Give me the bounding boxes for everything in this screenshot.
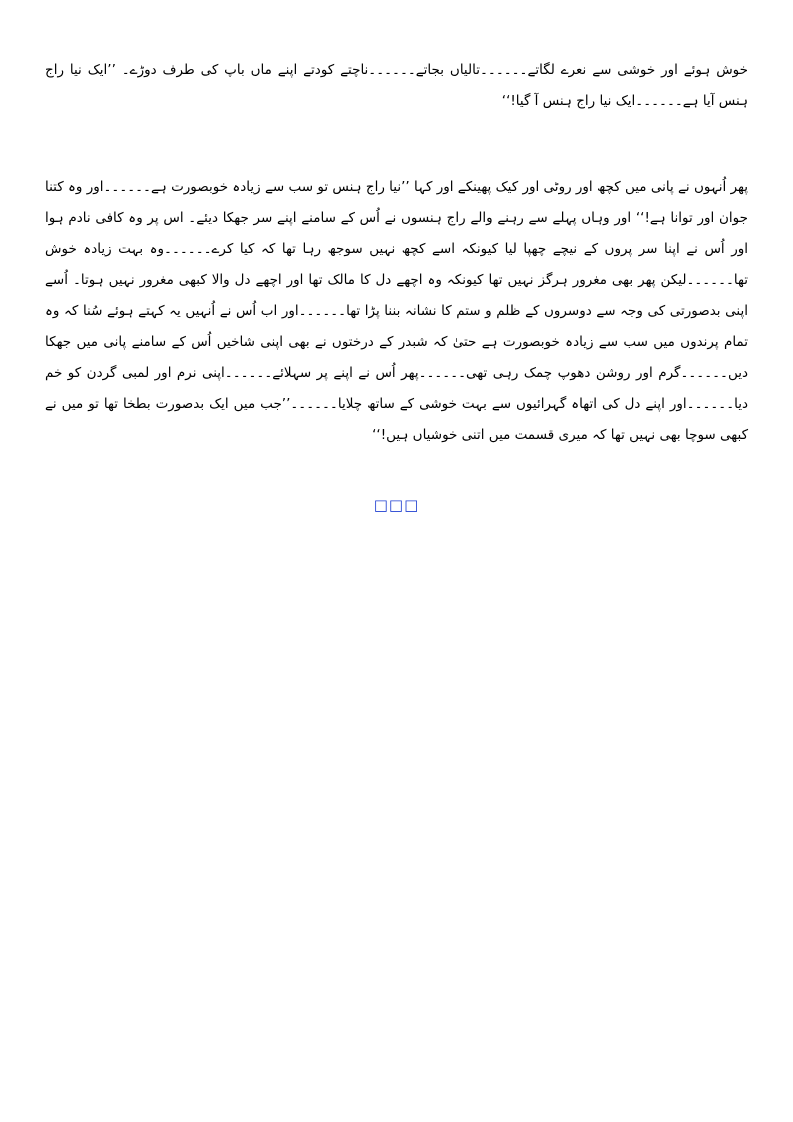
paragraph-continuation: خوش ہوئے اور خوشی سے نعرے لگاتے۔۔۔۔۔۔تالیاں بجاتے۔۔۔۔۔۔ناچتے کودتے اپنے ماں باپ کی طرف دوڑے۔ ’’ایک نیا راج ہنس آیا ہے۔۔۔۔۔۔ایک نیا راج ہنس آ گیا!‘‘ xyxy=(45,62,748,109)
paragraph-story: پھر اُنہوں نے پانی میں کچھ اور روٹی اور کیک پھینکے اور کہا ’’نیا راج ہنس تو سب سے زیادہ خوبصورت ہے۔۔۔۔۔۔اور وہ کتنا جوان اور توانا ہے!‘‘ اور وہاں پہلے سے رہنے والے راج ہنسوں نے اُس کے سامنے اپنے سر جھکا دیئے۔ اس پر وہ کافی نادم ہوا اور اُس نے اپنا سر پروں کے نیچے چھپا لیا کیونکہ اسے کچھ نہیں سوجھ رہا تھا کہ کیا کرے۔۔۔۔۔۔وہ بہت زیادہ خوش تھا۔۔۔۔۔۔لیکن پھر بھی مغرور ہرگز نہیں تھا کیونکہ وہ اچھے دل کا مالک تھا اور اچھے دل والا کبھی مغرور نہیں ہوتا۔ اُسے اپنی بدصورتی کی وجہ سے دوسروں کے ظلم و ستم کا نشانہ بننا پڑا تھا۔۔۔۔۔۔اور اب اُس نے اُنہیں یہ کہتے ہوئے سُنا کہ وہ تمام پرندوں میں سب سے زیادہ خوبصورت ہے حتیٰ کہ شبدر کے درختوں نے بھی اپنی شاخیں اُس کے سامنے پانی میں جھکا دیں۔۔۔۔۔۔گرم اور روشن دھوپ چمک رہی تھی۔۔۔۔۔۔پھر اُس نے اپنے پر سہلائے۔۔۔۔۔۔اپنی نرم اور لمبی گردن کو خم دیا۔۔۔۔۔۔اور اپنے دل کی اتھاہ گہرائیوں سے بہت خوشی کے ساتھ چلایا۔۔۔۔۔۔’’جب میں ایک بدصورت بطخا تھا تو میں نے کبھی سوچا بھی نہیں تھا کہ میری قسمت میں اتنی خوشیاں ہیں!‘‘ xyxy=(45,179,748,443)
section-divider: □□□ xyxy=(373,496,420,514)
